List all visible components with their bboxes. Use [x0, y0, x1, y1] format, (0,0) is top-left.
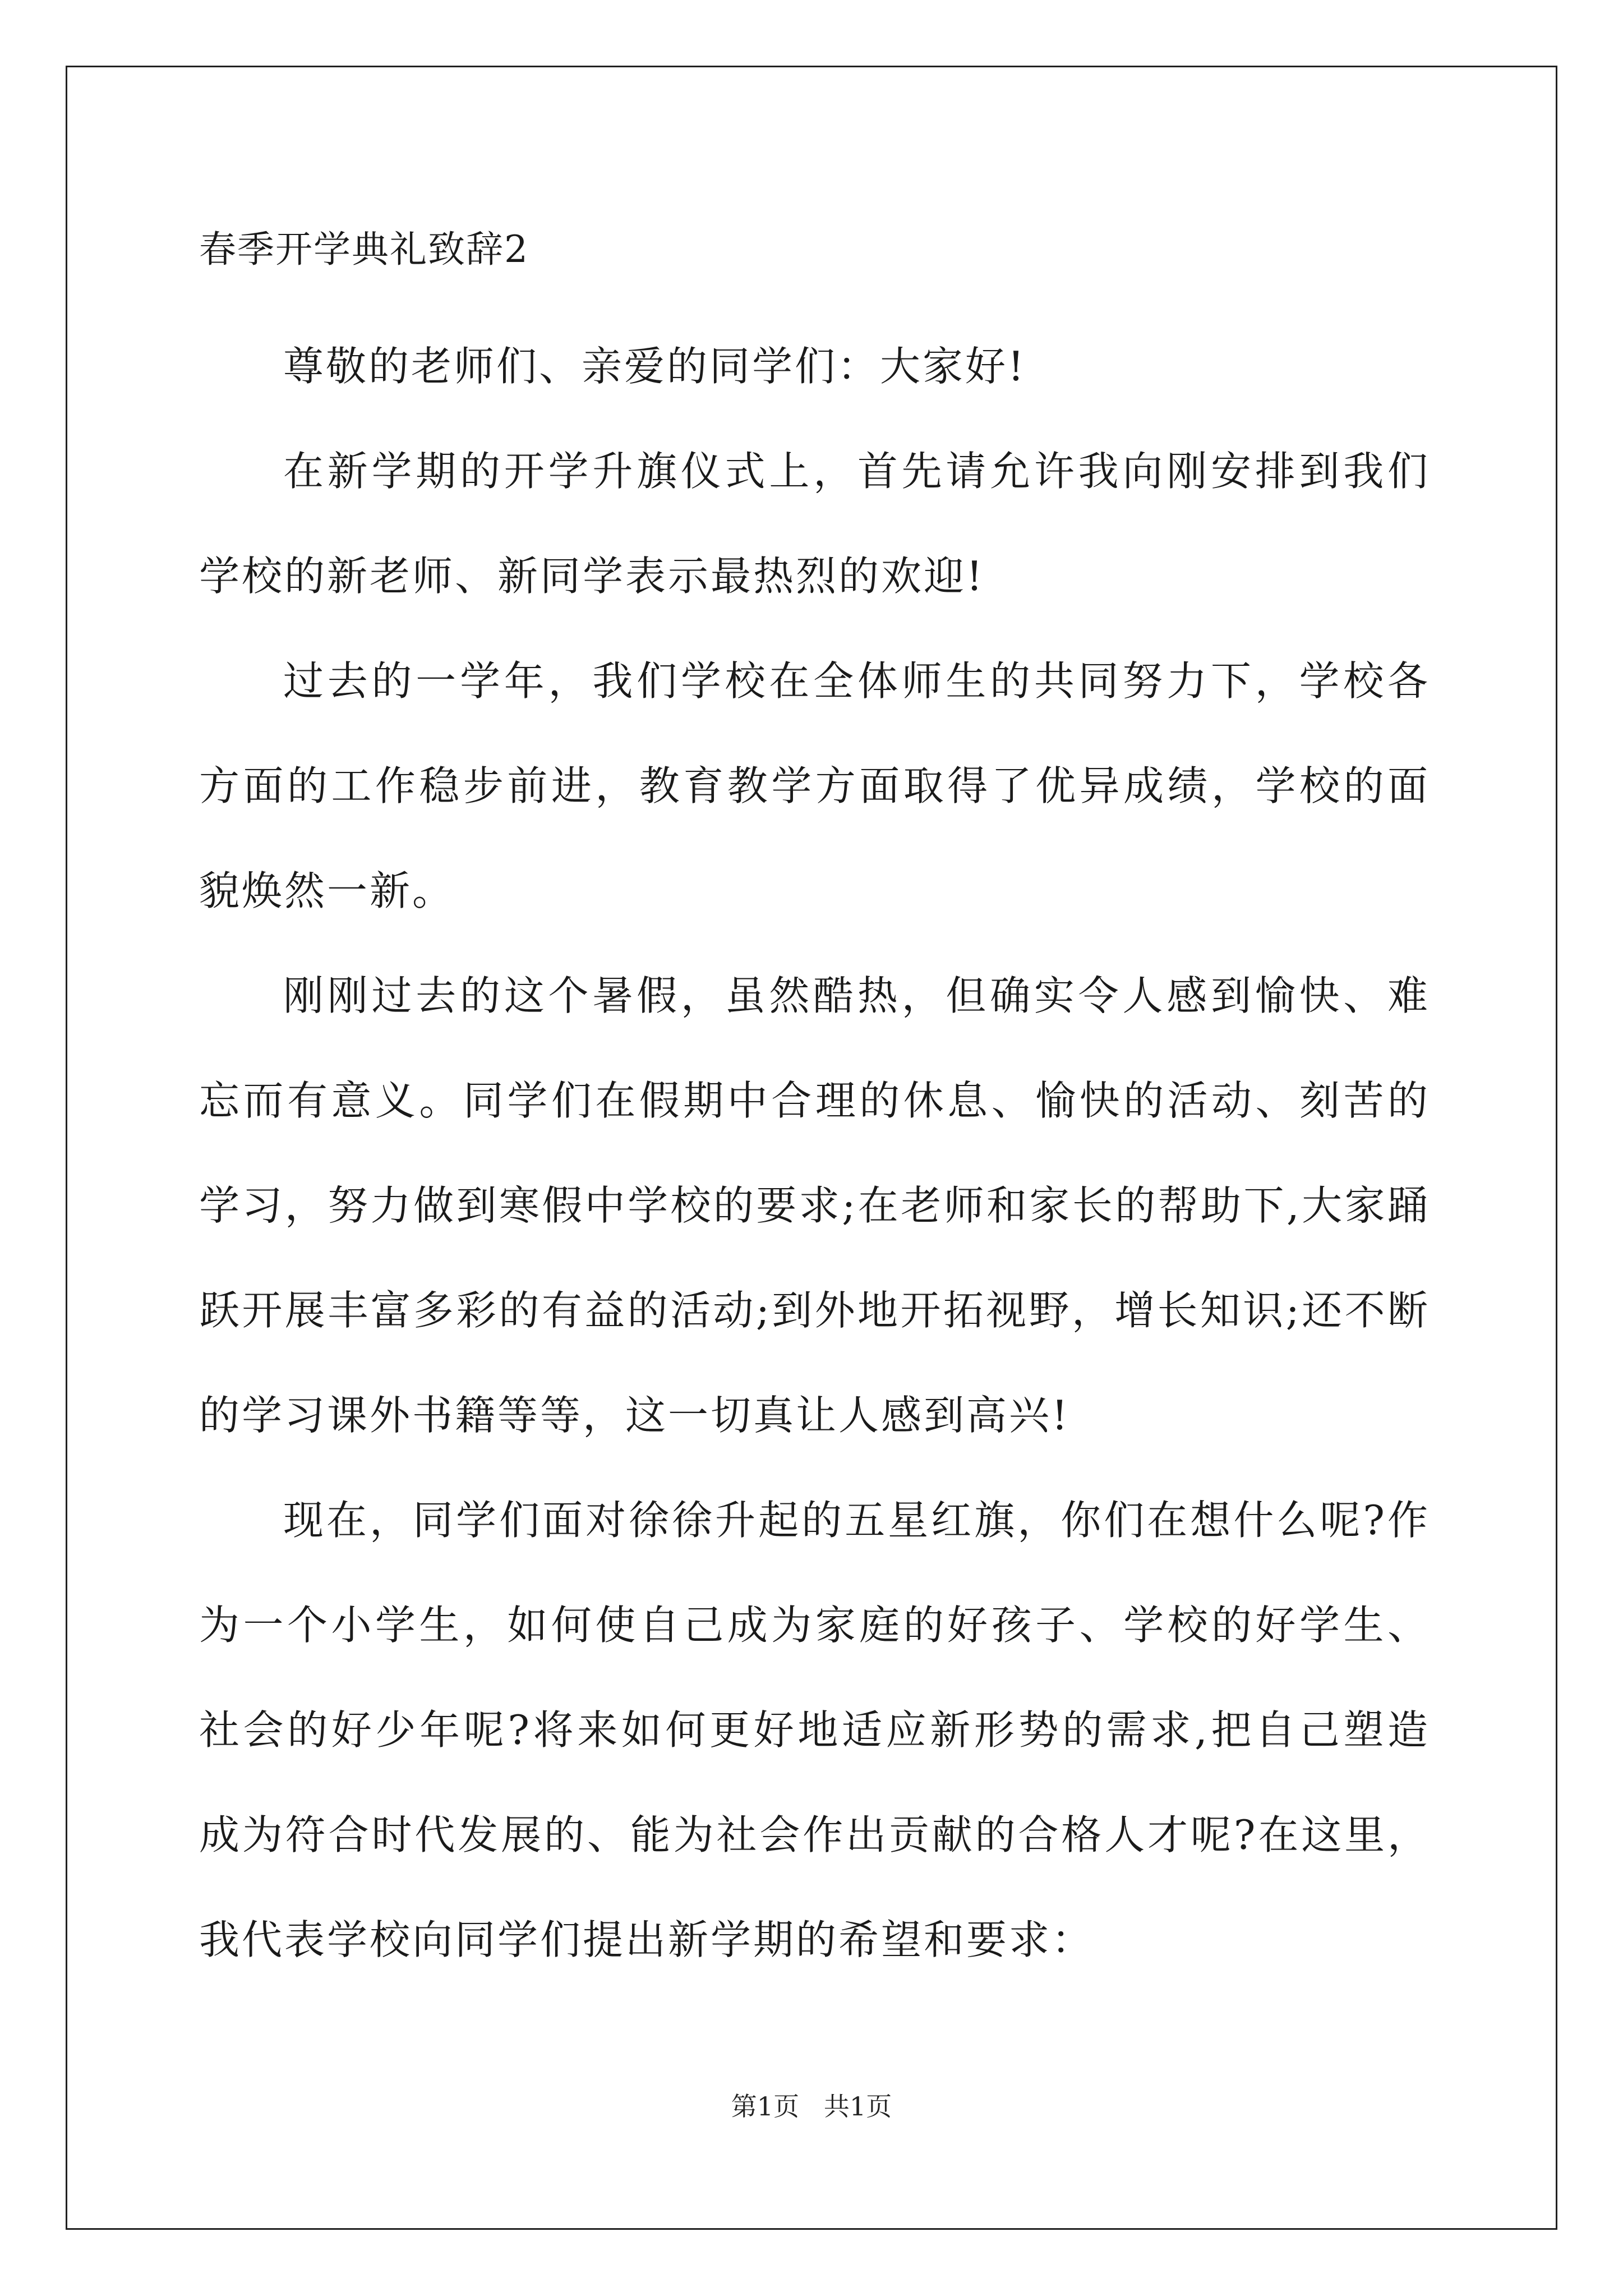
- paragraph-greeting: 尊敬的老师们、亲爱的同学们：大家好!: [283, 343, 1026, 390]
- paragraph-welcome: 在新学期的开学升旗仪式上，首先请允许我向刚安排到我们学校的新老师、新同学表示最热烈的欢迎!: [199, 448, 1430, 600]
- document-body: [199, 219, 1430, 1993]
- paragraph-past-year: 过去的一学年，我们学校在全体师生的共同努力下，学校各方面的工作稳步前进，教育教学方面取得了优异成绩，学校的面貌焕然一新。: [199, 657, 1430, 914]
- paragraph-summer: 刚刚过去的这个暑假，虽然酷热，但确实令人感到愉快、难忘而有意义。同学们在假期中合理的休息、愉快的活动、刻苦的学习，努力做到寒假中学校的要求;在老师和家长的帮助下,大家踊跃开展丰富多彩的有益的活动;到外地开拓视野，增长知识;还不断的学习课外书籍等等，这一切真让人感到高兴!: [199, 972, 1430, 1439]
- page-number-footer: 第1页 共1页: [731, 2091, 892, 2122]
- document-title: 春季开学典礼致辞2: [199, 228, 529, 271]
- paragraph-flag-raising: 现在，同学们面对徐徐升起的五星红旗，你们在想什么呢?作为一个小学生，如何使自己成为家庭的好孩子、学校的好学生、社会的好少年呢?将来如何更好地适应新形势的需求,把自己塑造成为符合时代发展的、能为社会作出贡献的合格人才呢?在这里，我代表学校向同学们提出新学期的希望和要求：: [199, 1497, 1430, 1963]
